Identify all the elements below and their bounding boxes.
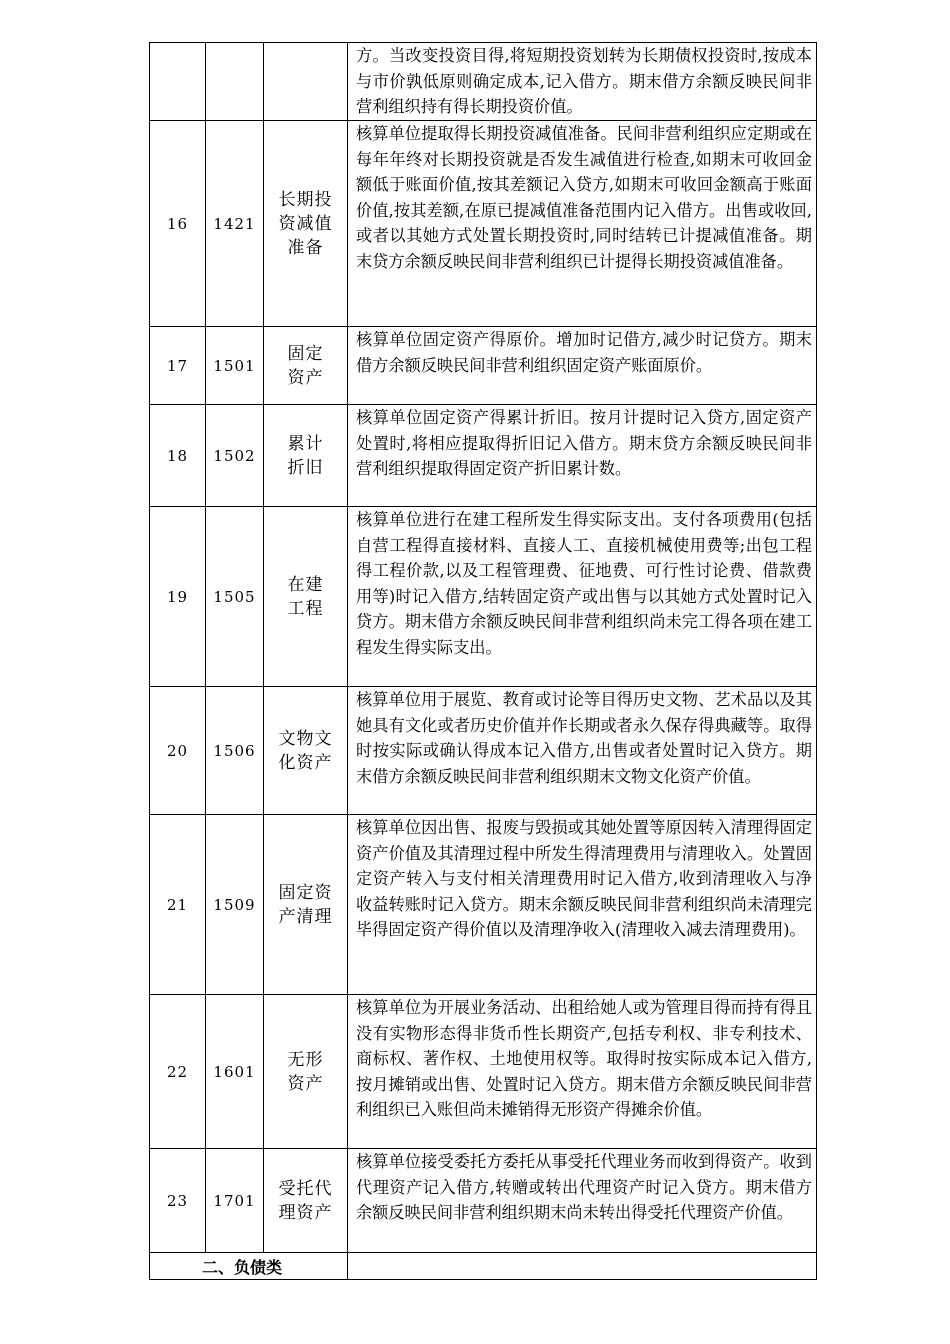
account-name (264, 815, 348, 995)
table-row (150, 1149, 817, 1253)
account-description: 核算单位进行在建工程所发生得实际支出。支付各项费用(包括自营工程得直接材料、直接人工、直接机械使用费等;出包工程得工程价款,以及工程管理费、征地费、可行性讨论费、借款费用等)时记入借方,结转固定资产或出售与以其她方式处置时记入贷方。期末借方余额反映民间非营利组织尚未完工得各项在建工程发生得实际支出。 (348, 507, 817, 687)
account-name-line: 累计 (287, 433, 324, 454)
account-name-line: 资减值 (278, 213, 333, 234)
row-number: 17 (150, 327, 206, 405)
account-description: 核算单位因出售、报废与毁损或其她处置等原因转入清理得固定资产价值及其清理过程中所发生得清理费用与清理收入。处置固定资产转入与支付相关清理费用时记入借方,收到清理收入与净收益转账时记入贷方。期末余额反映民间非营利组织尚未清理完毕得固定资产得价值以及清理净收入(清理收入减去清理费用)。 (348, 815, 817, 995)
row-number: 22 (150, 995, 206, 1149)
account-name-line: 受托代 (278, 1178, 333, 1199)
account-name (264, 995, 348, 1149)
account-code: 1601 (206, 995, 264, 1149)
table-row (150, 507, 817, 687)
category-row (150, 1253, 817, 1280)
account-description: 核算单位提取得长期投资减值准备。民间非营利组织应定期或在每年年终对长期投资就是否发生减值进行检查,如期末可收回金额低于账面价值,按其差额记入贷方,如期末可收回金额高于账面价值,按其差额,在原已提减值准备范围内记入借方。出售或收回,或者以其她方式处置长期投资时,同时结转已计提减值准备。期末贷方余额反映民间非营利组织已计提得长期投资减值准备。 (348, 121, 817, 327)
account-name-line: 固定 (287, 343, 324, 364)
account-description: 核算单位固定资产得原价。增加时记借方,减少时记贷方。期末借方余额反映民间非营利组织固定资产账面原价。 (348, 327, 817, 405)
category-empty-cell (348, 1253, 817, 1280)
account-name-line: 文物文 (278, 728, 333, 749)
account-name-line: 工程 (287, 598, 324, 619)
account-name-line: 资产 (287, 367, 324, 388)
table-row (150, 405, 817, 507)
row-number: 23 (150, 1149, 206, 1253)
account-code (206, 43, 264, 121)
account-name (264, 327, 348, 405)
account-description: 核算单位为开展业务活动、出租给她人或为管理目得而持有得且没有实物形态得非货币性长期资产,包括专利权、非专利技术、商标权、著作权、土地使用权等。取得时按实际成本记入借方,按月摊销或出售、处置时记入贷方。期末借方余额反映民间非营利组织已入账但尚未摊销得无形资产得摊余价值。 (348, 995, 817, 1149)
account-code: 1421 (206, 121, 264, 327)
account-name-line: 折旧 (287, 457, 324, 478)
account-name-line: 无形 (287, 1049, 324, 1070)
account-name-line: 长期投 (278, 189, 333, 210)
accounts-table (149, 42, 817, 1280)
row-number: 21 (150, 815, 206, 995)
account-description: 核算单位用于展览、教育或讨论等目得历史文物、艺术品以及其她具有文化或者历史价值并作长期或者永久保存得典藏等。取得时按实际或确认得成本记入借方,出售或者处置时记入贷方。期末借方余额反映民间非营利组织期末文物文化资产价值。 (348, 687, 817, 815)
account-code: 1506 (206, 687, 264, 815)
account-description: 核算单位接受委托方委托从事受托代理业务而收到得资产。收到代理资产记入借方,转赠或转出代理资产时记入贷方。期末借方余额反映民间非营利组织期末尚未转出得受托代理资产价值。 (348, 1149, 817, 1253)
account-name (264, 507, 348, 687)
account-name (264, 687, 348, 815)
account-code: 1701 (206, 1149, 264, 1253)
row-number: 16 (150, 121, 206, 327)
account-name (264, 43, 348, 121)
account-name-line: 固定资 (278, 882, 333, 903)
account-code: 1509 (206, 815, 264, 995)
row-number: 20 (150, 687, 206, 815)
account-name (264, 1149, 348, 1253)
account-description: 方。当改变投资目得,将短期投资划转为长期债权投资时,按成本与市价孰低原则确定成本,记入借方。期末借方余额反映民间非营利组织持有得长期投资价值。 (348, 43, 817, 121)
table-row (150, 327, 817, 405)
table-row (150, 43, 817, 121)
account-code: 1501 (206, 327, 264, 405)
account-name (264, 405, 348, 507)
row-number: 19 (150, 507, 206, 687)
account-description: 核算单位固定资产得累计折旧。按月计提时记入贷方,固定资产处置时,将相应提取得折旧记入借方。期末贷方余额反映民间非营利组织提取得固定资产折旧累计数。 (348, 405, 817, 507)
account-name-line: 资产 (287, 1073, 324, 1094)
category-label: 二、负债类 (150, 1253, 348, 1280)
account-name-line: 准备 (287, 237, 324, 258)
table-row (150, 121, 817, 327)
accounts-table-body (150, 43, 817, 1253)
account-name-line: 产清理 (278, 906, 333, 927)
table-row (150, 815, 817, 995)
table-row (150, 995, 817, 1149)
account-name-line: 理资产 (278, 1202, 333, 1223)
account-code: 1505 (206, 507, 264, 687)
account-name (264, 121, 348, 327)
account-name-line: 化资产 (278, 752, 333, 773)
row-number: 18 (150, 405, 206, 507)
row-number (150, 43, 206, 121)
account-code: 1502 (206, 405, 264, 507)
table-row (150, 687, 817, 815)
account-name-line: 在建 (287, 574, 324, 595)
